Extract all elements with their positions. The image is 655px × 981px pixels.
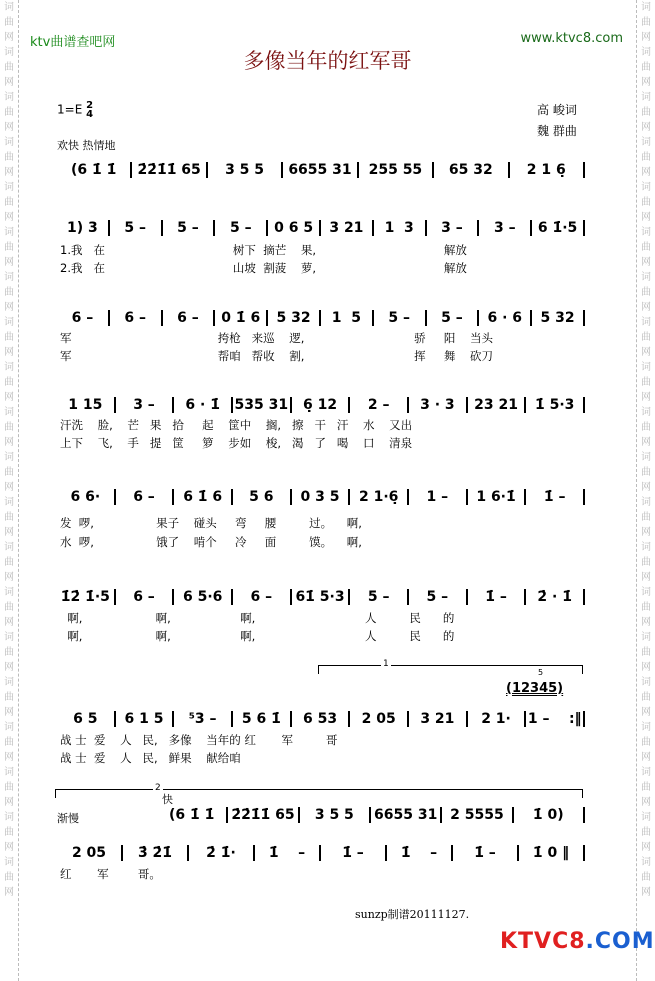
song-title: 多像当年的红军哥 [243, 49, 412, 73]
measure: 6655 31 [373, 807, 438, 823]
notation-row [58, 589, 586, 605]
measure: (6 1̇ 1̇ [71, 162, 117, 178]
measure: 2 05 [71, 845, 107, 861]
measure: 1̇ 0 ‖ [532, 845, 570, 861]
measure: 0 6 5 [274, 220, 314, 236]
bar-line [583, 807, 585, 823]
measure: 5 6 1̇ [241, 711, 281, 727]
bar-line [530, 310, 532, 326]
measure: 5 – [177, 220, 199, 236]
bar-line [583, 845, 585, 861]
bar-line [290, 397, 292, 413]
composer: 魏 群曲 [537, 124, 577, 138]
ritardando: 渐慢 [57, 812, 79, 825]
bar-line [407, 397, 409, 413]
measure: 1) 3 [67, 220, 98, 236]
volta-phrase: (12345) [506, 681, 564, 696]
measure: (6 1̇ 1̇ [168, 807, 215, 823]
bar-line [524, 589, 526, 605]
bar-line [206, 162, 208, 178]
bar-line [425, 310, 427, 326]
volta-bracket-1 [318, 659, 583, 674]
notation-row [58, 310, 586, 326]
bar-line [477, 220, 479, 236]
bar-line [348, 489, 350, 505]
volta-2-number: 2 [155, 783, 161, 793]
site-url[interactable]: www.ktvc8.com [520, 31, 623, 46]
bar-line [583, 310, 585, 326]
measure: 535 31 [234, 397, 289, 413]
measure: 255 55 [368, 162, 423, 178]
measure: 5 – [426, 589, 449, 605]
bar-line [161, 220, 163, 236]
bar-line [517, 845, 519, 861]
measure: 2 1· [481, 711, 511, 727]
bar-line [172, 711, 174, 727]
key: 1=E [57, 102, 83, 117]
bar-line [512, 807, 514, 823]
measure: 65 32 [448, 162, 493, 178]
measure: 2̇2̇1̇1̇ 65 [231, 807, 295, 823]
measure: 2 05 [361, 711, 396, 727]
bar-line [583, 711, 585, 727]
bar-line [407, 711, 409, 727]
measure: 1 – :‖ [527, 711, 582, 727]
bar-line [187, 845, 189, 861]
bar-line [524, 711, 526, 727]
measure: 1̇ – [543, 489, 566, 505]
bar-line [385, 845, 387, 861]
bar-line [583, 162, 585, 178]
bar-line [372, 310, 374, 326]
measure: 1̇ – [485, 589, 507, 605]
measure: 1̇ 5·3 [535, 397, 575, 413]
measure: ⁵3 – [188, 711, 217, 727]
bar-line [172, 589, 174, 605]
notation-row [58, 845, 586, 861]
transcriber-signature: sunzp制谱20111127. [355, 908, 470, 921]
bar-line [121, 845, 123, 861]
measure: 1 3 [384, 220, 414, 236]
bar-line [231, 489, 233, 505]
bar-line [477, 310, 479, 326]
measure: 61̇ 5·3 [295, 589, 345, 605]
measure: 3 5 5 [314, 807, 354, 823]
measure: 2 5555 [450, 807, 504, 823]
ktvc8-logo: KTVC8.COM [500, 929, 655, 954]
lyric-line: 发 啰, 果子 碰头 弯 腰 过。 啊, [60, 516, 362, 530]
measure: 6 5 [73, 711, 98, 727]
notation-row [158, 807, 586, 823]
lyric-line: 红 军 哥。 [60, 867, 161, 881]
bar-line [213, 220, 215, 236]
measure: 3̇ 2̇1̇ [137, 845, 173, 861]
measure: 5 – [388, 310, 410, 326]
bar-line [466, 589, 468, 605]
lyric-line: 2.我 在 山坡 割菠 萝, 解放 [60, 261, 467, 275]
measure: 5 – [367, 589, 390, 605]
measure: 2 – [367, 397, 390, 413]
measure: 0 1̇ 6 [221, 310, 261, 326]
bar-line [114, 711, 116, 727]
measure: 1 15 [68, 397, 103, 413]
measure: 6655 31 [288, 162, 352, 178]
lyric-line: 水 啰, 饿了 啃个 冷 面 馍。 啊, [60, 535, 362, 549]
bar-line [231, 711, 233, 727]
measure: 1̇ 0) [532, 807, 564, 823]
bar-line [440, 807, 442, 823]
bar-line [348, 397, 350, 413]
measure: 6 6· [70, 489, 101, 505]
bar-line [253, 845, 255, 861]
lyric-line: 1.我 在 树下 摘芒 果, 解放 [60, 243, 467, 257]
tempo-fast: 快 [162, 793, 173, 806]
measure: 6 – [124, 310, 146, 326]
bar-line [161, 310, 163, 326]
measure: 2̇ 1̇· [206, 845, 236, 861]
bar-line [348, 589, 350, 605]
measure: 1 5 [331, 310, 361, 326]
right-border [636, 0, 637, 981]
bar-line [290, 711, 292, 727]
measure: 6 · 1̇ [185, 397, 220, 413]
measure: 3 – [133, 397, 155, 413]
measure: 6 1 5 [124, 711, 164, 727]
bar-line [530, 220, 532, 236]
volta-bracket-2 [55, 783, 583, 798]
lyric-line: 战 士 爱 人 民, 多像 当年的 红 军 哥 [60, 733, 338, 747]
bar-line [357, 162, 359, 178]
measure: 5 – [441, 310, 463, 326]
measure: 3 · 3 [420, 397, 455, 413]
measure: 3 21 [420, 711, 455, 727]
bar-line [583, 589, 585, 605]
bar-line [231, 589, 233, 605]
measure: 1 6·1̇ [476, 489, 516, 505]
bar-line [407, 589, 409, 605]
measure: 1̇ – [342, 845, 364, 861]
measure: 6 1̇ 6 [183, 489, 223, 505]
measure: 2 1·6̣ [358, 489, 399, 505]
time-top: 2 [86, 100, 94, 111]
bar-line [369, 807, 371, 823]
time-bottom: 4 [86, 109, 94, 120]
bar-line [114, 397, 116, 413]
bar-line [466, 489, 468, 505]
measure: 2 1 6̣ [526, 162, 566, 178]
measure: 6 – [133, 589, 155, 605]
volta-1-number: 1 [383, 659, 389, 669]
tempo-marking: 欢快 热情地 [57, 139, 116, 152]
bar-line [583, 220, 585, 236]
lyric-line: 汗洗 脸, 芒 果 拾 起 筐中 搁, 擦 干 汗 水 又出 [60, 418, 413, 432]
notation-row [58, 711, 586, 727]
measure: 6 1̇·5 [537, 220, 578, 236]
measure: 1̇ – [268, 845, 306, 861]
side-watermark-right: 词曲网词曲网词曲网词曲网词曲网词曲网词曲网词曲网词曲网词曲网词曲网词曲网词曲网词曲网词曲网词曲网词曲网词曲网词曲网词曲网 [641, 2, 651, 898]
measure: 6 – [71, 310, 94, 326]
bar-line [266, 310, 268, 326]
lyric-line: 上下 飞, 手 提 筐 箩 步如 梭, 渴 了 喝 口 清泉 [60, 436, 413, 450]
bar-line [407, 489, 409, 505]
measure: 6 · 6 [487, 310, 523, 326]
notation-row [58, 489, 586, 505]
bar-line [319, 220, 321, 236]
site-name[interactable]: ktv曲谱查吧网 [30, 35, 116, 50]
bar-line [583, 397, 585, 413]
measure: 3 5 5 [225, 162, 265, 178]
bar-line [226, 807, 228, 823]
bar-line [114, 589, 116, 605]
measure: 1̇2̇ 1̇·5 [60, 589, 110, 605]
side-watermark-left: 词曲网词曲网词曲网词曲网词曲网词曲网词曲网词曲网词曲网词曲网词曲网词曲网词曲网词曲网词曲网词曲网词曲网词曲网词曲网词曲网 [4, 2, 14, 898]
measure: 6 5·6 [182, 589, 223, 605]
measure: 5 6 [249, 489, 274, 505]
measure: 0 3 5 [300, 489, 340, 505]
lyric-line: 军 帮咱 帮收 割, 挥 舞 砍刀 [60, 349, 494, 363]
bar-line [290, 489, 292, 505]
measure: 2̇ · 1̇ [537, 589, 572, 605]
bar-line [266, 220, 268, 236]
measure: 1̇ – [474, 845, 496, 861]
measure: 3 – [441, 220, 463, 236]
bar-line [172, 397, 174, 413]
bar-line [319, 310, 321, 326]
bar-line [425, 220, 427, 236]
lyric-line: 战 士 爱 人 民, 鲜果 献给咱 [60, 751, 241, 765]
measure: 6 – [177, 310, 199, 326]
measure: 6 53 [302, 711, 338, 727]
bar-line [466, 711, 468, 727]
measure: 3 – [493, 220, 516, 236]
bar-line [432, 162, 434, 178]
lyric-line: 啊, 啊, 啊, 人 民 的 [60, 611, 455, 625]
measure: 6̣ 12 [302, 397, 338, 413]
time-signature [86, 101, 93, 119]
measure: 5 – [124, 220, 146, 236]
bar-line [130, 162, 132, 178]
measure: 3 21 [329, 220, 364, 236]
measure: 5 32 [276, 310, 311, 326]
measure: 5 – [229, 220, 252, 236]
bar-line [114, 489, 116, 505]
bar-line [524, 489, 526, 505]
measure: 1 – [426, 489, 449, 505]
measure: 6 – [250, 589, 273, 605]
measure: 2̇2̇1̇1̇ 65 [137, 162, 201, 178]
bar-line [524, 397, 526, 413]
measure: 23 21 [474, 397, 518, 413]
notation-row [58, 162, 586, 178]
lyric-line: 军 挎枪 来巡 逻, 骄 阳 当头 [60, 331, 494, 345]
notation-row [58, 220, 586, 236]
lyricist: 高 峻词 [537, 103, 577, 117]
bar-line [451, 845, 453, 861]
bar-line [231, 397, 233, 413]
bar-line [172, 489, 174, 505]
bar-line [508, 162, 510, 178]
measure: 5 32 [540, 310, 575, 326]
bar-line [290, 589, 292, 605]
notation-row [58, 397, 586, 413]
bar-line [466, 397, 468, 413]
lyric-line: 啊, 啊, 啊, 人 民 的 [60, 629, 455, 643]
bar-line [213, 310, 215, 326]
bar-line [372, 220, 374, 236]
bar-line [319, 845, 321, 861]
measure: 1̇ – [400, 845, 438, 861]
bar-line [583, 489, 585, 505]
bar-line [281, 162, 283, 178]
bar-line [298, 807, 300, 823]
left-border [18, 0, 19, 981]
measure: 6 – [133, 489, 155, 505]
bar-line [108, 310, 110, 326]
bar-line [108, 220, 110, 236]
key-signature [57, 101, 93, 119]
tuplet-number: 5 [538, 668, 544, 677]
bar-line [348, 711, 350, 727]
